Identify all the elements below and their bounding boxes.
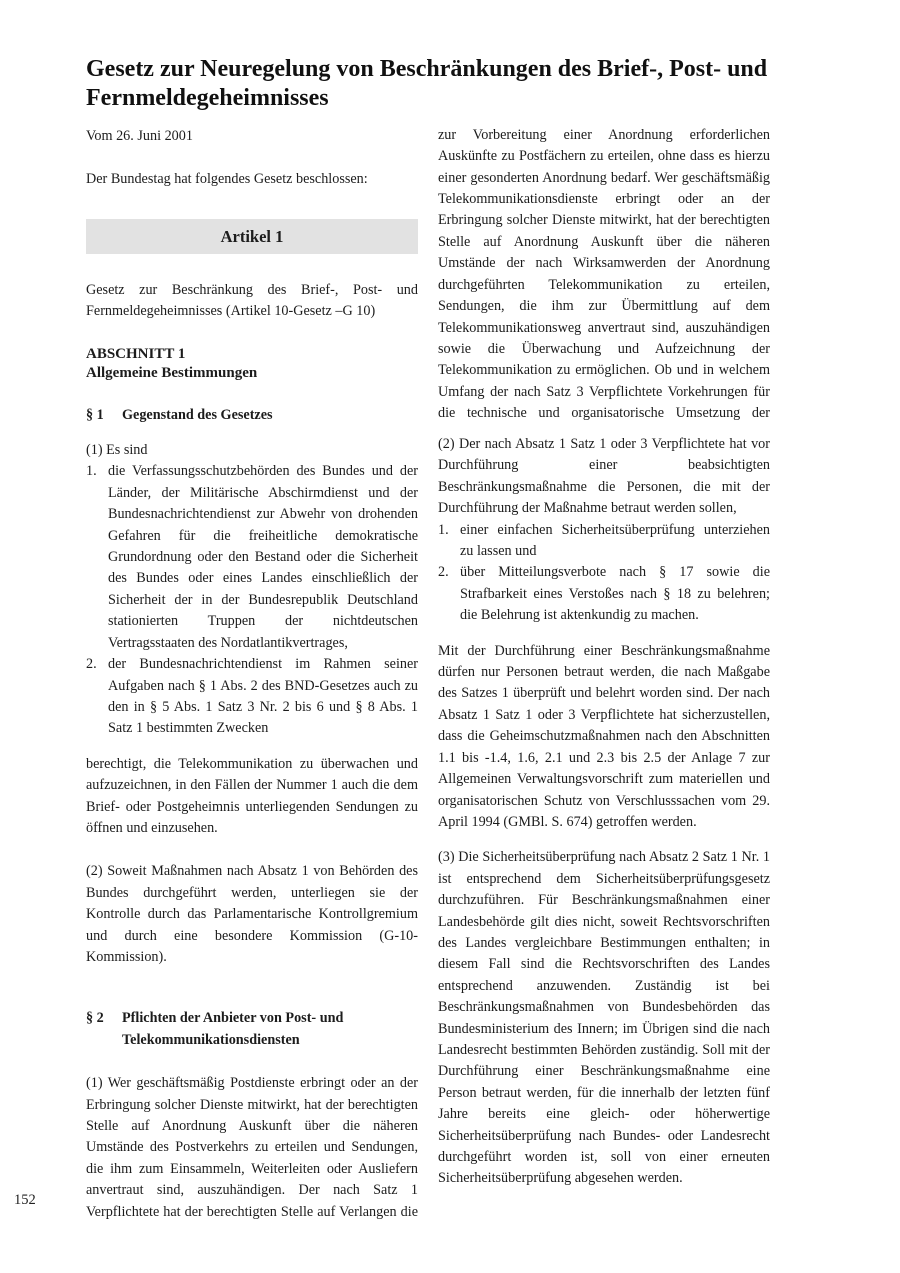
section-2-abs1-part2 — [438, 126, 770, 426]
section-2-title: Pflichten der Anbieter von Post- und Telekommunikationsdiensten — [122, 1010, 344, 1048]
law-title: Gesetz zur Beschränkung des Brief-, Post- und Fernmeldegeheimnisses (Artikel 10-Gesetz –G 10) — [86, 281, 418, 320]
enactment-date: Vom 26. Juni 2001 — [86, 128, 193, 144]
list-item-number: 2. — [86, 656, 97, 673]
page-number: 152 — [14, 1192, 36, 1208]
section-1-heading — [86, 405, 418, 426]
list-item-text: die Verfassungsschutzbehörden des Bundes und der Länder, der Militärische Abschirmdienst und der Bundesnachrichtendienst zur Abwehr von drohenden Gefahren für die freiheitliche demokratische Grundordnung oder den Bestand oder die Sicherheit des Bundes oder eines Landes einschließlich der Sicherheit der in der Bundesrepublik Deutschland stationierten Truppen der nichtdeutschen Vertragsstaaten des Nordatlantikvertrages, — [108, 463, 418, 651]
section-2-abs1-part1: (1) Wer geschäftsmäßig Postdienste erbringt oder an der Erbringung solcher Dienste mitwirkt, hat der berechtigten Stelle auf Anordnung Auskunft über die näheren Umstände des Postverkehrs zu erteilen und Sendungen, die ihm zum Einsammeln, Weiterleiten oder Ausliefern anvertraut sind, auszuhändigen. Der nach Satz 1 Verpflichtete hat der berechtigten Stelle auf Verlangen die — [86, 1075, 418, 1220]
list-item — [86, 654, 418, 740]
section-2-number: § 2 — [86, 1010, 104, 1027]
list-item-text: der Bundesnachrichtendienst im Rahmen seiner Aufgaben nach § 1 Abs. 2 des BND-Gesetzes auch zu den in § 5 Abs. 1 Satz 3 Nr. 2 bis 6 und § 8 Abs. 1 Satz 1 bestimmten Zwecken — [108, 656, 418, 737]
document-title: Gesetz zur Neuregelung von Beschränkungen des Brief-, Post- und Fernmeldegeheimnisses — [86, 56, 768, 111]
right-column — [438, 126, 770, 1190]
section-1-list — [86, 461, 418, 739]
section-2-abs2-outro: Mit der Durchführung einer Beschränkungsmaßnahme dürfen nur Personen betraut werden, die nach Maßgabe des Satzes 1 überprüft und belehrt worden sind. Der nach Absatz 1 Satz 1 oder 3 Verpflichtete hat sicherzustellen, dass die Geheimschutzmaßnahmen nach den Abschnitten 1.1 bis -1.4, 1.6, 2.1 und 2.3 bis 2.5 der Anlage 7 zur Allgemeinen Verwaltungsvorschrift zum materiellen und organisatorischen Schutz von Verschlusssachen vom 29. April 1994 (GMBl. S. 674) getroffen werden. — [438, 642, 770, 830]
section-1-number: § 1 — [86, 406, 104, 423]
list-item — [86, 461, 418, 654]
left-column — [86, 126, 418, 1223]
section-1-title: Gegenstand des Gesetzes — [122, 406, 273, 423]
section-1-abs1-intro: (1) Es sind — [86, 442, 148, 459]
enactment-formula: Der Bundestag hat folgendes Gesetz beschlossen: — [86, 171, 368, 188]
section-1-abs1-outro: berechtigt, die Telekommunikation zu überwachen und aufzuzeichnen, in den Fällen der Nummer 1 auch die dem Brief- oder Postgeheimnis unterliegenden Sendungen zu öffnen und einzusehen. — [86, 755, 418, 836]
section-2-abs1-continuation: zur Vorbereitung einer Anordnung erforderlichen Auskünfte zu Postfächern zu erteilen, ohne dass es hierzu einer gesonderten Anordnung bedarf. Wer geschäftsmäßig Telekommunikationsdienste erbringt oder an der Erbringung solcher Dienste mitwirkt, hat der berechtigten Stelle auf Anordnung Auskunft über die näheren Umstände der nach Wirksamwerden der Anordnung durchgeführten Telekommunikation zu erteilen, Sendungen, die ihm zur Übermittlung auf dem Telekommunikationsweg anvertraut sind, auszuhändigen sowie die Überwachung und Aufzeichnung der Telekommunikation zu ermöglichen. Ob und in welchem Umfang der nach Satz 3 Verpflichtete Vorkehrungen für die technische und organisatorische Umsetzung der — [438, 126, 770, 422]
list-item — [438, 562, 770, 626]
abschnitt-heading — [86, 345, 418, 383]
section-2-abs2-list — [438, 520, 770, 627]
section-2-heading — [86, 1008, 418, 1051]
list-item-text: einer einfachen Sicherheitsüberprüfung unterziehen zu lassen und — [460, 521, 770, 560]
list-item-text: über Mitteilungsverbote nach § 17 sowie die Strafbarkeit eines Verstoßes nach § 18 zu belehren; die Belehrung ist aktenkundig zu machen. — [460, 564, 770, 624]
abschnitt-number: ABSCHNITT 1 — [86, 345, 186, 362]
artikel-heading: Artikel 1 — [86, 219, 418, 254]
section-2-abs2-intro: (2) Der nach Absatz 1 Satz 1 oder 3 Verpflichtete hat vor Durchführung einer beabsichtigten Beschränkungsmaßnahme die Personen, die mit der Durchführung der Maßnahme betraut werden sollen, — [438, 436, 770, 517]
list-item-number: 1. — [438, 521, 449, 538]
list-item — [438, 520, 770, 563]
abschnitt-title: Allgemeine Bestimmungen — [86, 364, 258, 381]
list-item-number: 2. — [438, 564, 449, 581]
section-2-abs3: (3) Die Sicherheitsüberprüfung nach Absatz 2 Satz 1 Nr. 1 ist entsprechend dem Sicherheitsüberprüfungsgesetz durchzuführen. Für Beschränkungsmaßnahmen einer Landesbehörde gilt dies nicht, soweit Rechtsvorschriften des Landes vergleichbare Bestimmungen enthalten; in diesem Fall sind die Rechtsvorschriften des Landes entsprechend anzuwenden. Zuständig ist bei Beschränkungsmaßnahmen von Bundesbehörden das Bundesministerium des Innern; im Übrigen sind die nach Landesrecht bestimmten Behörden zuständig. Soll mit der Durchführung einer Beschränkungsmaßnahme eine Person betraut werden, für die innerhalb der letzten fünf Jahre bereits eine gleich- oder höherwertige Sicherheitsüberprüfung nach Bundes- oder Landesrecht durchgeführt worden ist, soll von einer erneuten Sicherheitsüberprüfung abgesehen werden. — [438, 849, 770, 1187]
section-1-abs2: (2) Soweit Maßnahmen nach Absatz 1 von Behörden des Bundes durchgeführt werden, unterliegen sie der Kontrolle durch das Parlamentarische Kontrollgremium und durch eine besondere Kommission (G-10-Kommission). — [86, 863, 418, 965]
list-item-number: 1. — [86, 463, 97, 480]
